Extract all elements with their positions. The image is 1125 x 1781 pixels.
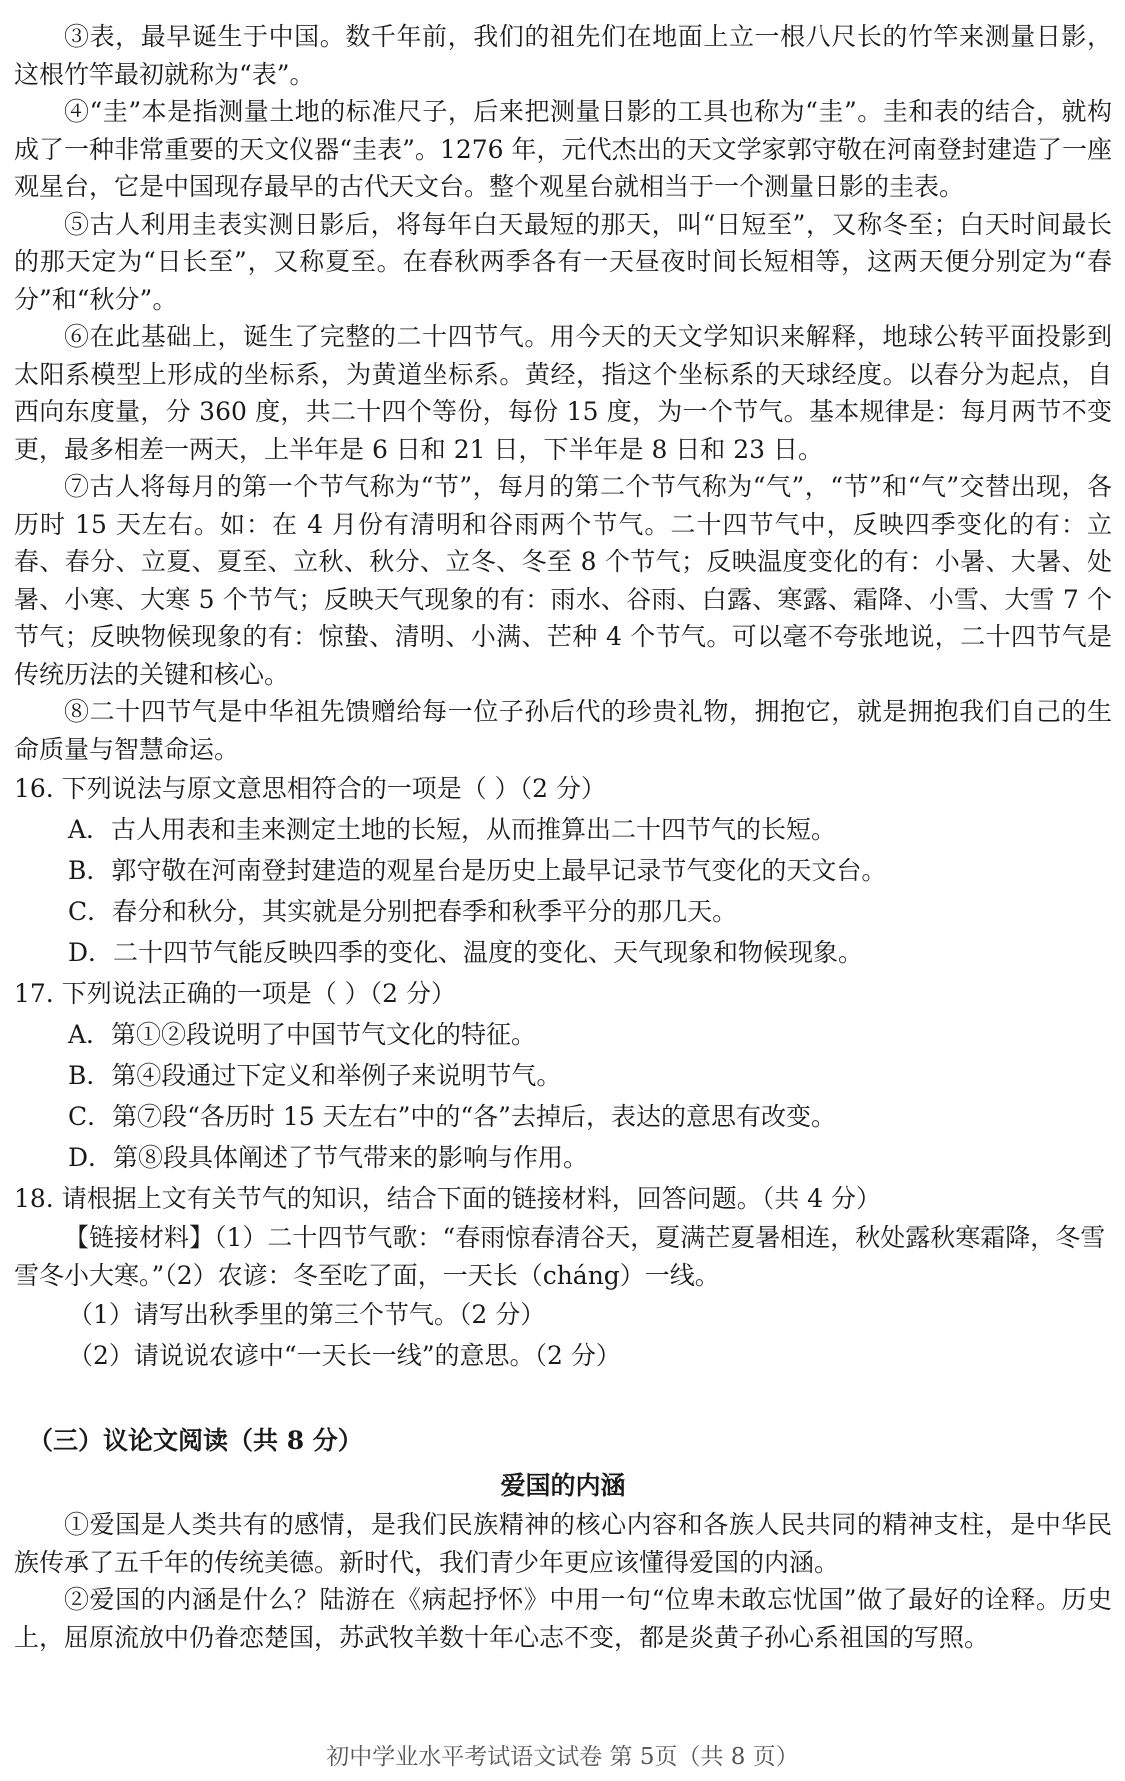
passage-paragraph-4: ④“圭”本是指测量土地的标准尺子，后来把测量日影的工具也称为“圭”。圭和表的结合，就构成了一种非常重要的天文仪器“圭表”。1276 年，元代杰出的天文学家郭守敬在河南登封建造了一座观星台，它是中国现存最早的古代天文台。整个观星台就相当于一个测量日影的圭表。 [14,97,1112,201]
question-18-sub-2: （2）请说说农谚中“一天长一线”的意思。（2 分） [68,1341,621,1370]
question-16-option-b: B．郭守敬在河南登封建造的观星台是历史上最早记录节气变化的天文台。 [68,856,887,885]
passage-paragraph-8: ⑧二十四节气是中华祖先馈赠给每一位子孙后代的珍贵礼物，拥抱它，就是拥抱我们自己的生命质量与智慧命运。 [14,697,1112,764]
passage-paragraph-6: ⑥在此基础上，诞生了完整的二十四节气。用今天的天文学知识来解释，地球公转平面投影到太阳系模型上形成的坐标系，为黄道坐标系。黄经，指这个坐标系的天球经度。以春分为起点，自西向东度量，分 360 度，共二十四个等份，每份 15 度，为一个节气。基本规律是：每月两节不变更，最多相差一两天，上半年是 6 日和 21 日，下半年是 8 日和 23 日。 [14,322,1112,464]
argumentative-reading-section [14,1420,1112,1656]
exam-page [14,18,1112,1656]
question-17-stem: 17. 下列说法正确的一项是（ ）（2 分） [14,979,457,1008]
question-18 [14,1178,1112,1376]
page-footer: 初中学业水平考试语文试卷 第 5页（共 8 页） [326,1744,799,1770]
question-16-stem: 16. 下列说法与原文意思相符合的一项是（ ）（2 分） [14,774,607,803]
question-16-option-c: C．春分和秋分，其实就是分别把春季和秋季平分的那几天。 [68,897,738,926]
article-paragraph-2: ②爱国的内涵是什么？陆游在《病起抒怀》中用一句“位卑未敢忘忧国”做了最好的诠释。历史上，屈原流放中仍眷恋楚国，苏武牧羊数十年心志不变，都是炎黄子孙心系祖国的写照。 [14,1585,1112,1652]
question-17-option-d: D．第⑧段具体阐述了节气带来的影响与作用。 [68,1143,589,1172]
question-16 [14,768,1112,973]
question-18-stem: 18. 请根据上文有关节气的知识，结合下面的链接材料，回答问题。（共 4 分） [14,1184,882,1213]
question-16-option-a: A．古人用表和圭来测定土地的长短，从而推算出二十四节气的长短。 [68,815,837,844]
passage-paragraph-5: ⑤古人利用圭表实测日影后，将每年白天最短的那天，叫“日短至”，又称冬至；白天时间最长的那天定为“日长至”，又称夏至。在春秋两季各有一天昼夜时间长短相等，这两天便分别定为“春分”和“秋分”。 [14,209,1112,314]
reading-passage [14,18,1112,768]
question-17-option-b: B．第④段通过下定义和举例子来说明节气。 [68,1061,562,1090]
article-paragraph-1: ①爱国是人类共有的感情，是我们民族精神的核心内容和各族人民共同的精神支柱，是中华民族传承了五千年的传统美德。新时代，我们青少年更应该懂得爱国的内涵。 [14,1510,1112,1577]
passage-paragraph-3: ③表，最早诞生于中国。数千年前，我们的祖先们在地面上立一根八尺长的竹竿来测量日影，这根竹竿最初就称为“表”。 [14,22,1112,89]
section-heading: （三）议论文阅读（共 8 分） [28,1426,363,1455]
question-17-option-a: A．第①②段说明了中国节气文化的特征。 [68,1020,537,1049]
question-17 [14,973,1112,1178]
question-17-option-c: C．第⑦段“各历时 15 天左右”中的“各”去掉后，表达的意思有改变。 [68,1102,836,1131]
article-title: 爱国的内涵 [500,1471,626,1500]
passage-paragraph-7: ⑦古人将每月的第一个节气称为“节”，每月的第二个节气称为“气”，“节”和“气”交替出现，各历时 15 天左右。如：在 4 月份有清明和谷雨两个节气。二十四节气中，反映四季变化的有：立春、春分、立夏、夏至、立秋、秋分、立冬、冬至 8 个节气；反映温度变化的有：小暑、大暑、处暑、小寒、大寒 5 个节气；反映天气现象的有：雨水、谷雨、白露、寒露、霜降、小雪、大雪 7 个节气；反映物候现象的有：惊蛰、清明、小满、芒种 4 个节气。可以毫不夸张地说，二十四节气是传统历法的关键和核心。 [14,472,1112,689]
question-16-option-d: D．二十四节气能反映四季的变化、温度的变化、天气现象和物候现象。 [68,938,864,967]
question-18-link-material: 【链接材料】（1）二十四节气歌：“春雨惊春清谷天，夏满芒夏暑相连，秋处露秋寒霜降，冬雪雪冬小大寒。”（2）农谚：冬至吃了面，一天长（cháng）一线。 [14,1223,1106,1290]
question-18-sub-1: （1）请写出秋季里的第三个节气。（2 分） [68,1300,546,1329]
